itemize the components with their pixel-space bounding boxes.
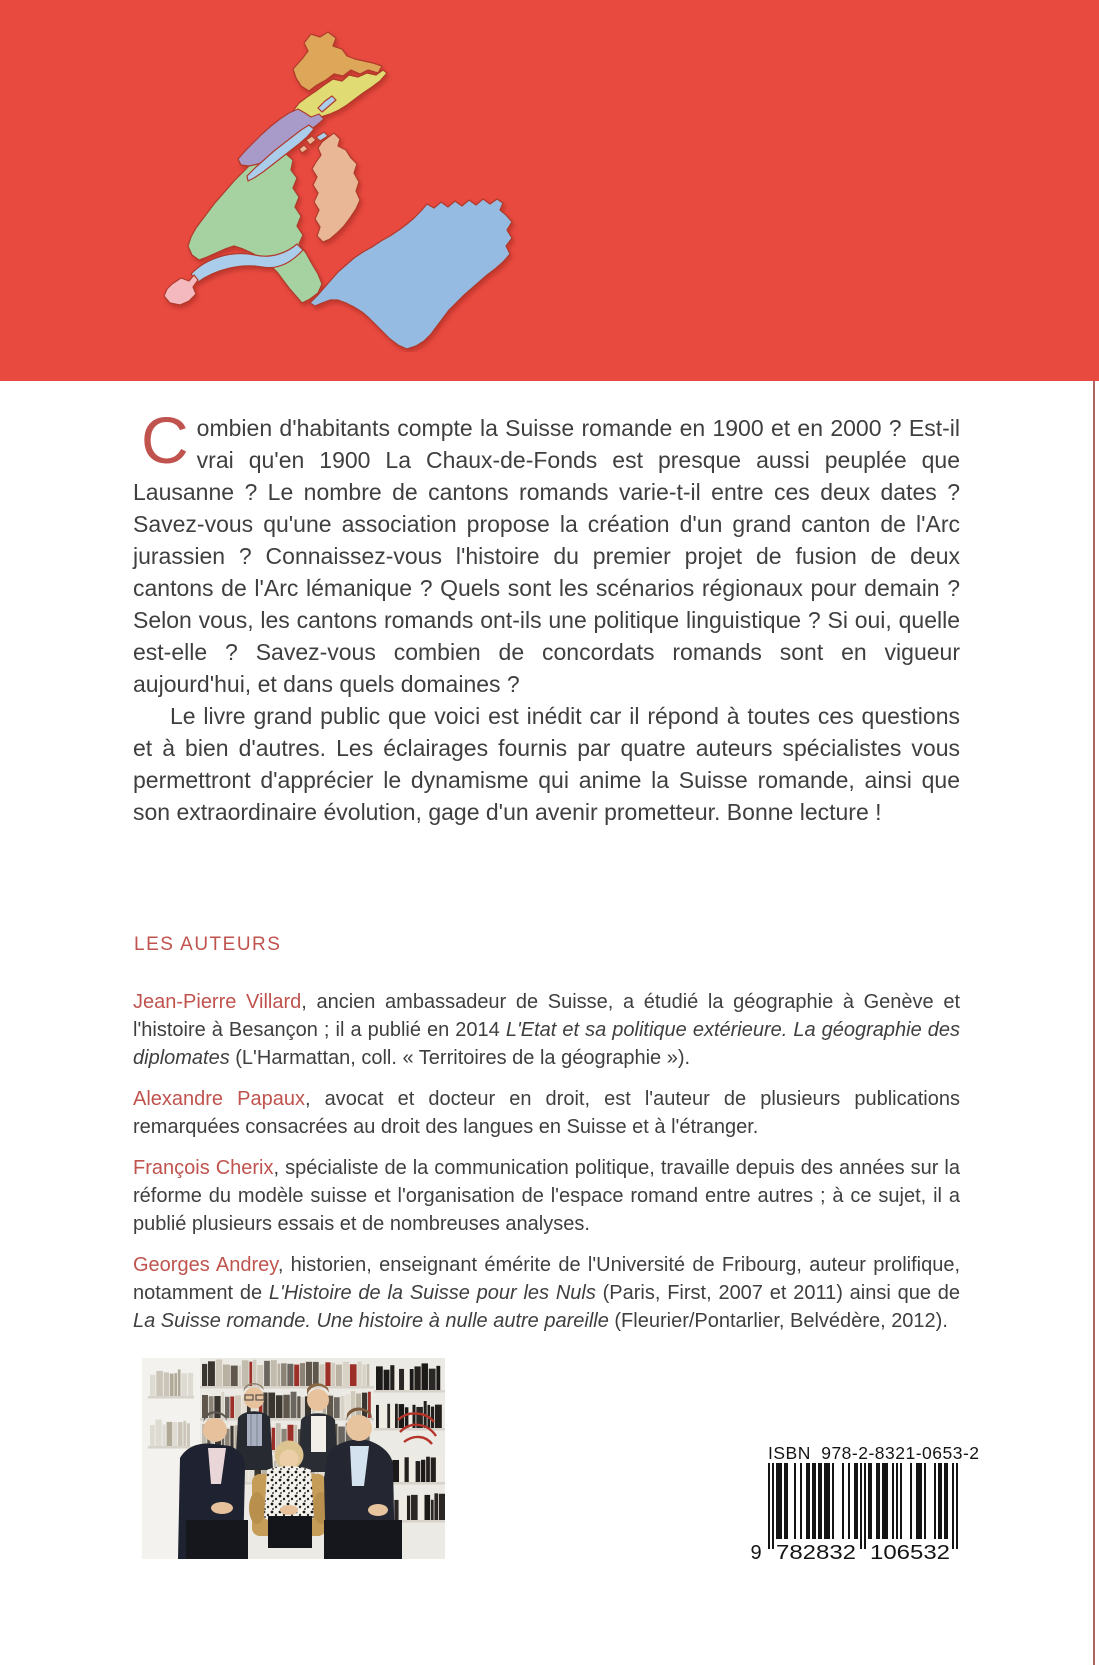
blurb-paragraph-1-text: ombien d'habitants compte la Suisse romande en 1900 et en 2000 ? Est-il vrai qu'en 1900 La Chaux-de-Fonds est presque aussi peuplée que Lausanne ? Le nombre de cantons romands varie-t-il entre ces deux dates ? Savez-vous qu'une association propose la création d'un grand canton de l'Arc jurassien ? Connaissez-vous l'histoire du premier projet de fusion de deux cantons de l'Arc lémanique ? Quels sont les scénarios régionaux pour demain ? Selon vous, les cantons romands ont-ils une politique linguistique ? Si oui, quelle est-elle ? Savez-vous combien de concordats romands sont en vigueur aujourd'hui, et dans quels domaines ? xyxy=(133,415,960,697)
author-bio: Jean-Pierre Villard, ancien ambassadeur de Suisse, a étudié la géographie à Genève et l'histoire à Besançon ; il a publié en 2014 L'Etat et sa politique extérieure. La géographie des diplomates (L'Harmattan, coll. « Territoires de la géographie »). xyxy=(133,991,961,1069)
author-bio: Georges Andrey, historien, enseignant émérite de l'Université de Fribourg, auteur prolifique, notamment de L'Histoire de la Suisse pour les Nuls (Paris, First, 2007 et 2011) ainsi que de La Suisse romande. Une histoire à nulle autre pareille (Fleurier/Pontarlier, Belvédère, 2012). xyxy=(133,1254,961,1332)
author-name: Georges Andrey xyxy=(133,1254,278,1276)
author-bio: François Cherix, spécialiste de la communication politique, travaille depuis des années sur la réforme du modèle suisse et l'organisation de l'espace romand entre autres ; à ce sujet, il a publié plusieurs essais et de nombreuses analyses. xyxy=(133,1157,960,1235)
svg-text:106532: 106532 xyxy=(870,1542,950,1563)
svg-text:782832: 782832 xyxy=(776,1542,856,1563)
svg-text:9: 9 xyxy=(750,1542,762,1563)
blurb-paragraph-2: Le livre grand public que voici est inédit car il répond à toutes ces questions et à bien d'autres. Les éclairages fournis par quatre auteurs spécialistes vous permettront d'apprécier le dynamisme qui anime la Suisse romande, ainsi que son extraordinaire évolution, gage d'un avenir prometteur. Bonne lecture ! xyxy=(133,703,960,825)
authors-heading: LES AUTEURS xyxy=(134,934,282,955)
authors-list xyxy=(133,988,960,1348)
drop-cap: C xyxy=(141,403,189,477)
isbn-barcode xyxy=(746,1463,960,1563)
blurb xyxy=(133,403,960,828)
author-bio: Alexandre Papaux, avocat et docteur en droit, est l'auteur de plusieurs publications remarquées consacrées au droit des langues en Suisse et à l'étranger. xyxy=(133,1088,960,1138)
top-banner xyxy=(0,0,1099,381)
map-region-fribourg xyxy=(312,133,360,242)
blurb-paragraph-1 xyxy=(133,403,960,700)
author-name: Jean-Pierre Villard xyxy=(133,991,302,1013)
author-name: François Cherix xyxy=(133,1157,274,1179)
right-edge-line xyxy=(1093,381,1095,1665)
isbn-label: ISBN 978-2-8321-0653-2 xyxy=(768,1443,980,1463)
map-region-fribourg-exclave-2 xyxy=(299,145,308,153)
map-region-fribourg-exclave-1 xyxy=(306,136,316,145)
romandie-cantons-map xyxy=(150,12,530,352)
authors-group-photo xyxy=(142,1358,445,1559)
map-region-geneve xyxy=(164,275,198,305)
author-name: Alexandre Papaux xyxy=(133,1088,305,1110)
